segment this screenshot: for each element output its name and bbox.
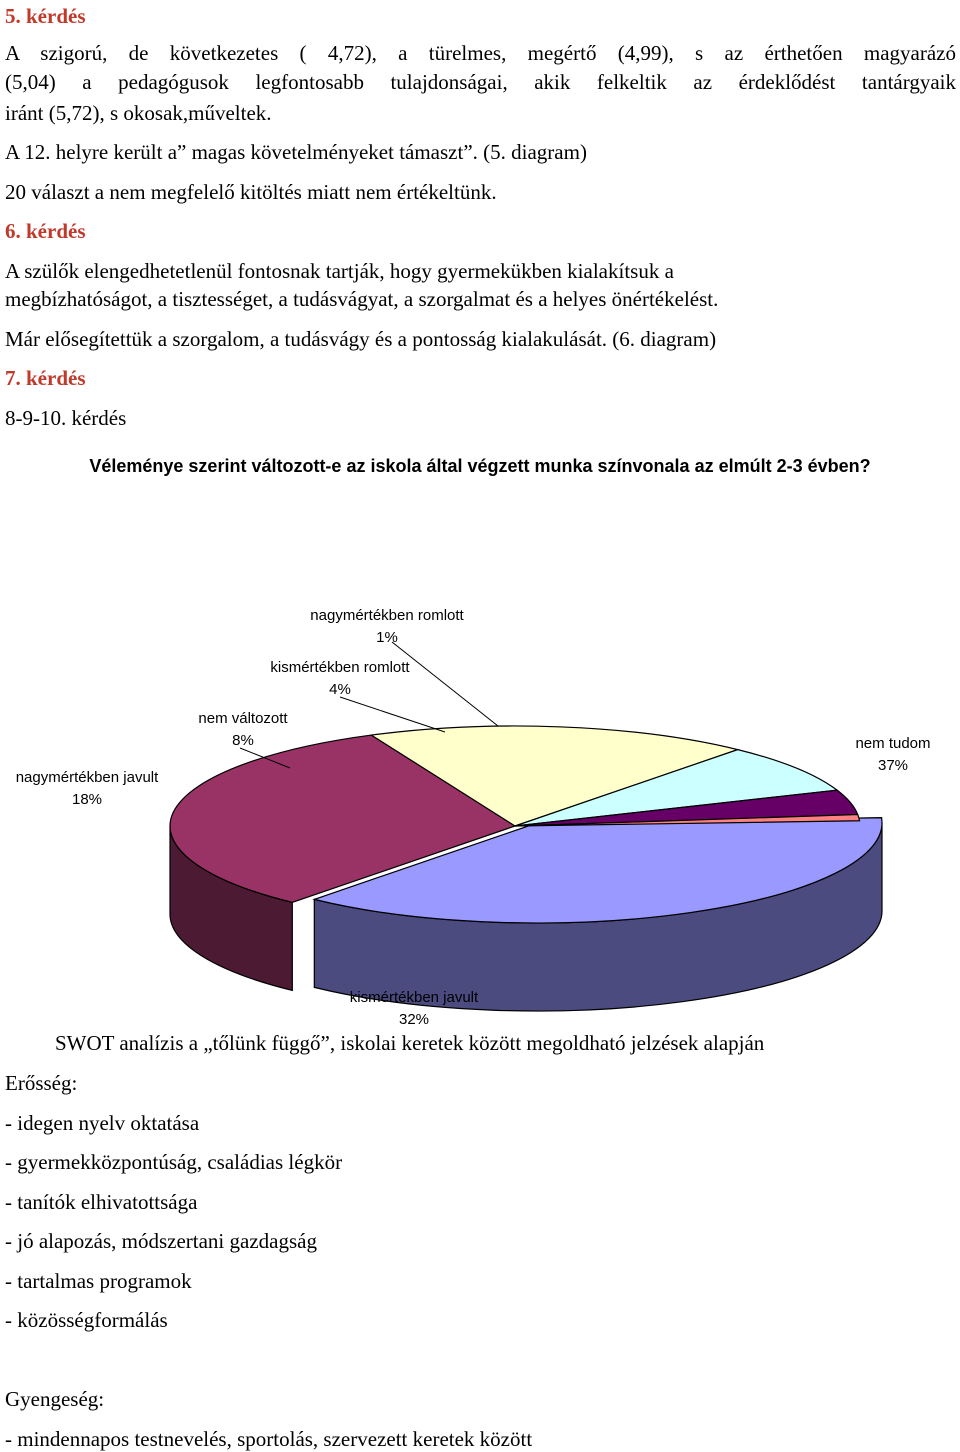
strength-item: - gyermekközpontúság, családias légkör — [5, 1150, 343, 1174]
paragraph-parents-line1: A szülők elengedhetetlenül fontosnak tartják, hogy gyermekükben kialakítsuk a — [5, 259, 674, 283]
strength-heading: Erősség: — [5, 1071, 78, 1095]
paragraph-excluded-answers: 20 választ a nem megfelelő kitöltés miatt nem értékeltünk. — [5, 180, 497, 204]
pie-slice-label: kismértékben javult — [349, 989, 479, 1006]
weakness-item: - mindennapos testnevelés, sportolás, szervezett keretek között — [5, 1427, 533, 1451]
heading-question-5: 5. kérdés — [5, 4, 86, 28]
pie-slice-value-label: 18% — [71, 791, 103, 808]
paragraph-promoted: Már elősegítettük a szorgalom, a tudásvágy és a pontosság kialakulását. (6. diagram) — [5, 327, 717, 351]
strength-item: - tanítók elhivatottsága — [5, 1190, 198, 1214]
weakness-heading: Gyengeség: — [5, 1387, 105, 1411]
strength-item: - közösségformálás — [5, 1308, 168, 1332]
pie-leader-line — [392, 642, 498, 726]
swot-title: SWOT analízis a „tőlünk függő”, iskolai keretek között megoldható jelzések alapján — [55, 1031, 765, 1055]
pie-slice-value-label: 37% — [877, 757, 909, 774]
pie-slice-value-label: 4% — [329, 681, 351, 698]
paragraph-parents-line2: megbízhatóságot, a tisztességet, a tudásvágyat, a szorgalmat és a helyes önértékelést. — [5, 287, 719, 311]
strength-item: - jó alapozás, módszertani gazdagság — [5, 1229, 317, 1253]
heading-questions-8-10: 8-9-10. kérdés — [5, 406, 127, 430]
pie-chart — [0, 480, 960, 1035]
heading-question-6: 6. kérdés — [5, 219, 86, 243]
paragraph-teacher-traits-line1: A szigorú, de következetes ( 4,72), a türelmes, megértő (4,99), s az érthetően magyarázó — [5, 41, 956, 65]
pie-leader-line — [340, 697, 445, 732]
pie-slice-label: nagymértékben javult — [15, 769, 159, 786]
pie-slice-value-label: 32% — [398, 1011, 430, 1028]
pie-slice-label: kismértékben romlott — [270, 659, 410, 676]
pie-slice-label: nem változott — [198, 710, 288, 727]
paragraph-teacher-traits-line2: (5,04) a pedagógusok legfontosabb tulajdonságai, akik felkeltik az érdeklődést tantárgyaik — [5, 70, 956, 94]
pie-slice-value-label: 8% — [232, 732, 254, 749]
strength-item: - tartalmas programok — [5, 1269, 192, 1293]
pie-slice-value-label: 1% — [376, 629, 398, 646]
pie-slice-label: nem tudom — [855, 735, 931, 752]
strength-item: - idegen nyelv oktatása — [5, 1111, 200, 1135]
paragraph-teacher-traits-line3: iránt (5,72), s okosak,műveltek. — [5, 101, 272, 125]
chart-title: Véleménye szerint változott-e az iskola által végzett munka színvonala az elmúlt 2-3 évben? — [89, 456, 871, 476]
heading-question-7: 7. kérdés — [5, 366, 86, 390]
paragraph-rank-12: A 12. helyre került a” magas követelményeket támaszt”. (5. diagram) — [5, 140, 587, 164]
pie-slice-label: nagymértékben romlott — [310, 607, 464, 624]
